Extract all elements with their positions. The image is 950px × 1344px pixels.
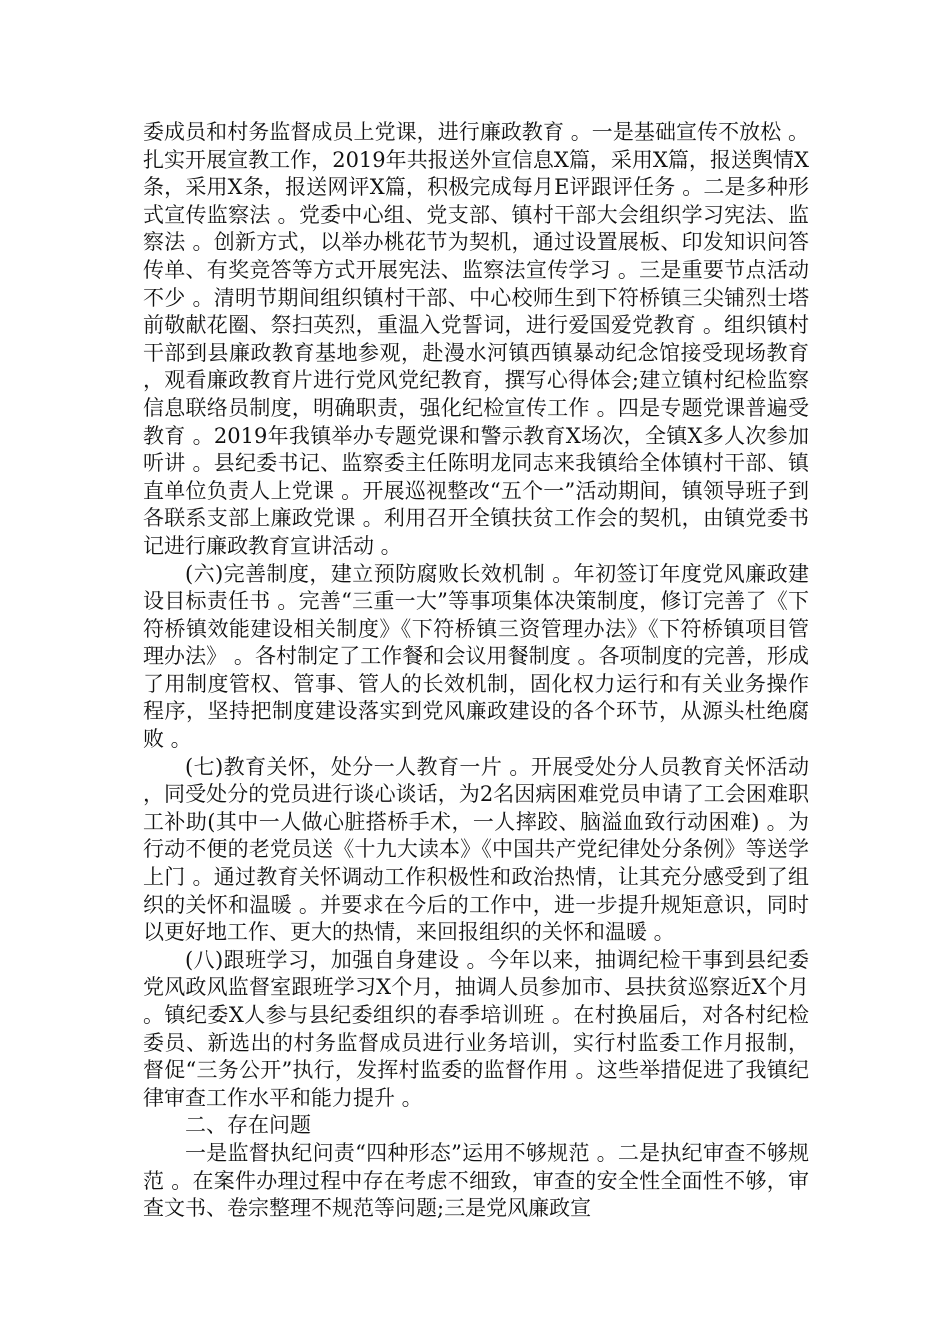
paragraph-problems: 一是监督执纪问责“四种形态”运用不够规范 。二是执纪审查不够规范 。在案件办理过程中存在考虑不细致，审查的安全性全面性不够，审查文书、卷宗整理不规范等问题;三是党风廉政宣 (143, 1140, 809, 1221)
paragraph-publicity: 委成员和村务监督成员上党课，进行廉政教育 。一是基础宣传不放松 。扎实开展宣教工作，2019年共报送外宣信息X篇，采用X篇，报送舆情X条，采用X条，报送网评X篇，积极完成每月E评跟评任务 。二是多种形式宣传监察法 。党委中心组、党支部、镇村干部大会组织学习宪法、监察法 。创新方式，以举办桃花节为契机，通过设置展板、印发知识问答传单、有奖竞答等方式开展宪法、监察法宣传学习 。三是重要节点活动不少 。清明节期间组织镇村干部、中心校师生到下符桥镇三尖铺烈士塔前敬献花圈、祭扫英烈，重温入党誓词，进行爱国爱党教育 。组织镇村干部到县廉政教育基地参观，赴漫水河镇西镇暴动纪念馆接受现场教育，观看廉政教育片进行党风党纪教育，撰写心得体会;建立镇村纪检监察信息联络员制度，明确职责，强化纪检宣传工作 。四是专题党课普遍受教育 。2019年我镇举办专题党课和警示教育X场次，全镇X多人次参加听讲 。县纪委书记、监察委主任陈明龙同志来我镇给全体镇村干部、镇直单位负责人上党课 。开展巡视整改“五个一”活动期间，镇领导班子到各联系支部上廉政党课 。利用召开全镇扶贫工作会的契机，由镇党委书记进行廉政教育宣讲活动 。 (143, 120, 809, 558)
paragraph-section-seven-care: (七)教育关怀，处分一人教育一片 。开展受处分人员教育关怀活动，同受处分的党员进行谈心谈话，为2名因病困难党员申请了工会困难职工补助(其中一人做心脏搭桥手术，一人摔跤、脑溢血致行动困难) 。为行动不便的老党员送《十九大读本》《中国共产党纪律处分条例》等送学上门 。通过教育关怀调动工作积极性和政治热情，让其充分感受到了组织的关怀和温暖 。并要求在今后的工作中，进一步提升规矩意识，同时以更好地工作、更大的热情，来回报组织的关怀和温暖 。 (143, 754, 809, 945)
document-page (143, 119, 809, 1223)
paragraph-section-six-system: (六)完善制度，建立预防腐败长效机制 。年初签订年度党风廉政建设目标责任书 。完善“三重一大”等事项集体决策制度，修订完善了《下符桥镇效能建设相关制度》《下符桥镇三资管理办法》《下符桥镇项目管理办法》 。各村制定了工作餐和会议用餐制度 。各项制度的完善，形成了用制度管权、管事、管人的长效机制，固化权力运行和有关业务操作程序，坚持把制度建设落实到党风廉政建设的各个环节，从源头杜绝腐败 。 (143, 561, 809, 752)
section-heading-problems: 二、存在问题 (185, 1113, 311, 1138)
paragraph-section-eight-training: (八)跟班学习，加强自身建设 。今年以来，抽调纪检干事到县纪委党风政风监督室跟班学习X个月，抽调人员参加市、县扶贫巡察近X个月 。镇纪委X人参与县纪委组织的春季培训班 。在村换届后，对各村纪检委员、新选出的村务监督成员进行业务培训，实行村监委工作月报制，督促“三务公开”执行，发挥村监委的监督作用 。这些举措促进了我镇纪律审查工作水平和能力提升 。 (143, 947, 809, 1110)
